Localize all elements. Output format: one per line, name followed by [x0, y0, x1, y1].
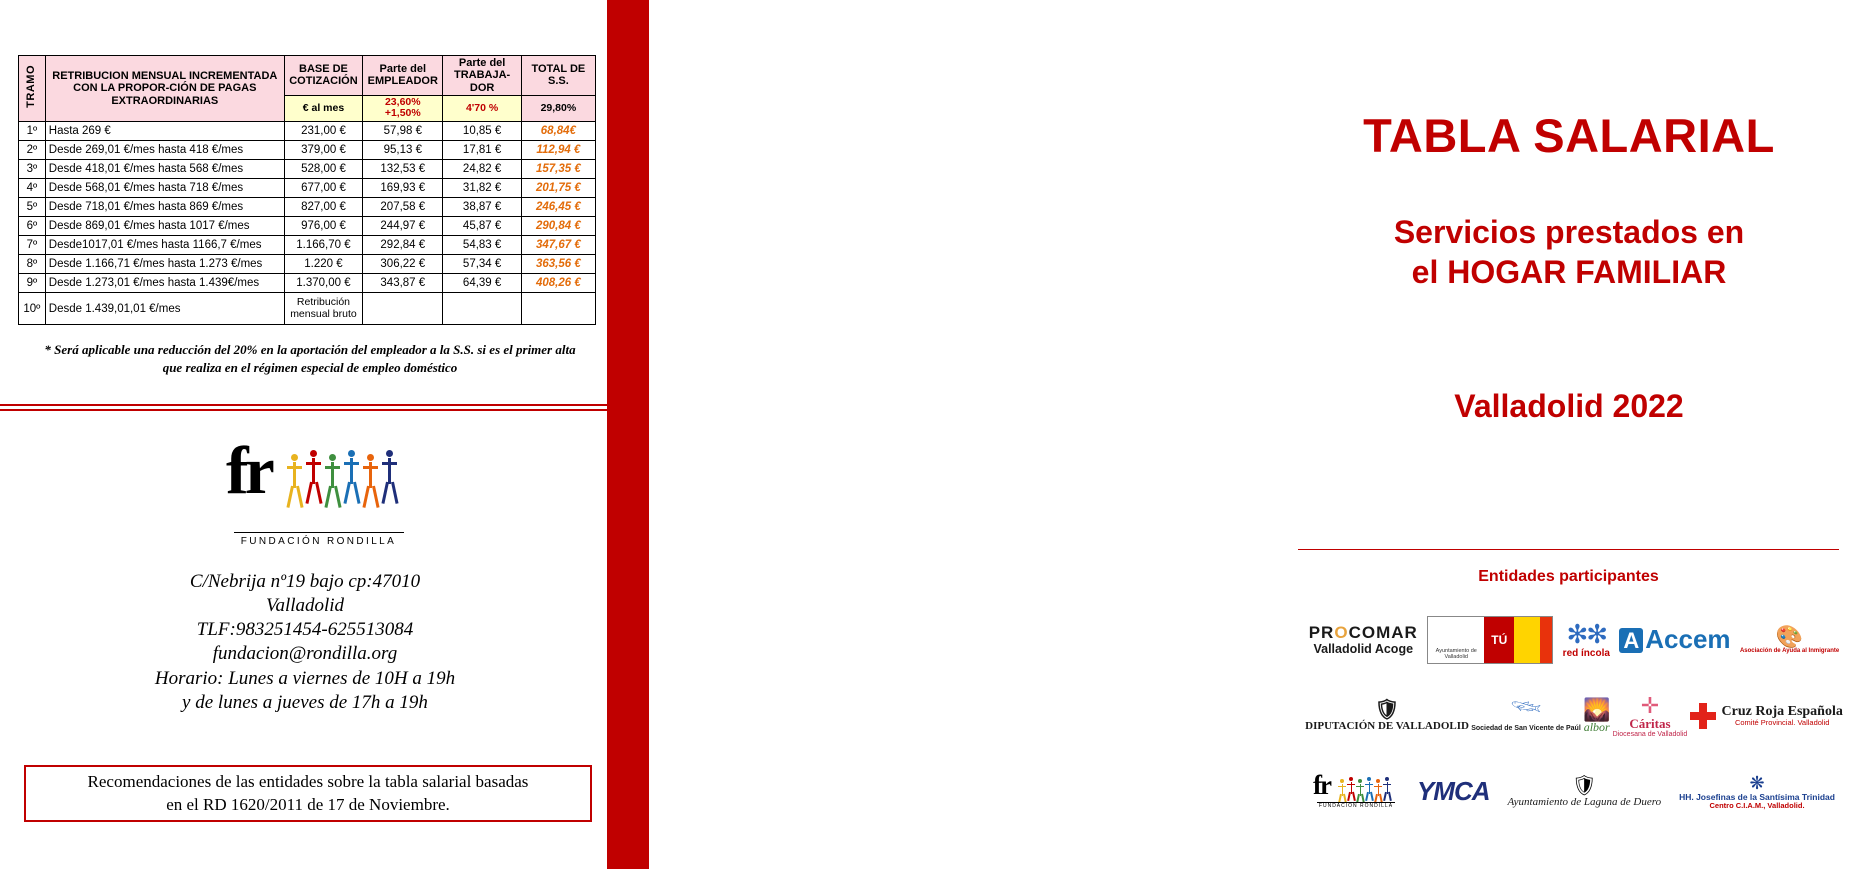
red-incola-mark-icon: ✻✻ — [1566, 618, 1607, 649]
cell-retribucion: Hasta 269 € — [45, 122, 284, 141]
header-base-cotizacion: BASE DE COTIZACIÓN — [284, 56, 362, 96]
procomar-comar: COMAR — [1348, 622, 1418, 642]
people-figures-small-icon — [1339, 777, 1397, 803]
subheader-empleador: 23,60% +1,50% — [363, 95, 443, 121]
subheader-total: 29,80% — [521, 95, 595, 121]
left-panel — [0, 0, 607, 869]
cell-base: 1.220 € — [284, 255, 362, 274]
person-figure-icon — [326, 454, 339, 510]
header-tramo: TRAMO — [19, 56, 46, 122]
cell-total — [521, 293, 595, 325]
table-header-row — [19, 56, 596, 96]
ayto-red-block — [1540, 617, 1552, 663]
logo-fundacion-rondilla-small — [1313, 771, 1399, 813]
entities-divider — [1298, 549, 1839, 550]
sun-landscape-icon: 🌄 — [1583, 697, 1611, 723]
cell-tramo: 3º — [19, 160, 46, 179]
cell-retribucion: Desde 1.439,01,01 €/mes — [45, 293, 284, 325]
accem-mark-icon: A — [1619, 628, 1643, 653]
table-row — [19, 236, 596, 255]
ayto-tu-badge: TÚ — [1484, 617, 1514, 663]
cell-empleador: 207,58 € — [363, 198, 443, 217]
person-figure-icon — [307, 450, 320, 506]
cell-empleador: 169,93 € — [363, 179, 443, 198]
city-year: Valladolid 2022 — [1454, 388, 1684, 424]
logo-cruz-roja — [1690, 703, 1843, 729]
cell-trabajador: 17,81 € — [443, 141, 521, 160]
person-figure-icon — [345, 450, 358, 506]
cell-empleador: 244,97 € — [363, 217, 443, 236]
cell-empleador: 343,87 € — [363, 274, 443, 293]
table-row — [19, 198, 596, 217]
fish-icon: 𓆝 — [1510, 698, 1542, 726]
logo-red-incola — [1562, 618, 1610, 660]
cell-tramo: 5º — [19, 198, 46, 217]
josefinas-globe-icon: ❋ — [1749, 773, 1765, 794]
recommendation-line-2: en el RD 1620/2011 de 17 de Noviembre. — [166, 794, 450, 814]
fundacion-rondilla-logo — [226, 432, 411, 547]
cell-total: 347,67 € — [521, 236, 595, 255]
header-retribucion: RETRIBUCION MENSUAL INCREMENTADA CON LA PROPOR-CIÓN DE PAGAS EXTRAORDINARIAS — [45, 56, 284, 122]
cell-tramo: 8º — [19, 255, 46, 274]
recommendation-line-1: Recomendaciones de las entidades sobre la tabla salarial basadas — [87, 772, 529, 792]
logo-rule — [234, 532, 404, 533]
cell-tramo: 9º — [19, 274, 46, 293]
procomar-o-icon: O — [1334, 622, 1349, 642]
laguna-label: Ayuntamiento de Laguna de Duero — [1507, 795, 1662, 808]
cell-base: 528,00 € — [284, 160, 362, 179]
ayto-valladolid-name: Ayuntamiento de Valladolid — [1428, 617, 1484, 663]
laguna-crest-icon: 🛡 — [1571, 774, 1597, 797]
person-figure-icon — [1348, 777, 1355, 801]
logo-hh-josefinas — [1679, 774, 1835, 810]
fundacion-rondilla-caption: FUNDACIÓN RONDILLA — [240, 536, 397, 547]
cell-retribucion: Desde 568,01 €/mes hasta 718 €/mes — [45, 179, 284, 198]
contact-city: Valladolid — [265, 595, 345, 617]
cell-retribucion: Desde 1.166,71 €/mes hasta 1.273 €/mes — [45, 255, 284, 274]
cell-total: 246,45 € — [521, 198, 595, 217]
accem-label: Accem — [1645, 624, 1731, 655]
cell-trabajador: 54,83 € — [443, 236, 521, 255]
person-figure-icon — [364, 454, 377, 510]
page-subtitle — [1299, 212, 1839, 292]
cell-base: 379,00 € — [284, 141, 362, 160]
josefinas-sub: Centro C.I.A.M., Valladolid. — [1709, 800, 1805, 810]
cell-total: 363,56 € — [521, 255, 595, 274]
logo-row-2 — [1304, 685, 1844, 747]
logo-caritas — [1613, 694, 1688, 738]
table-row — [19, 274, 596, 293]
cell-empleador: 95,13 € — [363, 141, 443, 160]
cell-empleador: 57,98 € — [363, 122, 443, 141]
logo-procomar — [1309, 624, 1418, 657]
fr-small-wordmark: fr — [1312, 770, 1330, 800]
person-figure-icon — [383, 450, 396, 506]
divider-line-top — [0, 404, 607, 406]
divider-line-bottom — [0, 409, 607, 411]
cell-tramo: 2º — [19, 141, 46, 160]
person-figure-icon — [1375, 779, 1382, 803]
cruz-roja-sub: Comité Provincial. Valladolid — [1734, 718, 1830, 728]
red-cross-icon — [1690, 703, 1716, 729]
inmigrante-art-icon: 🎨 — [1775, 624, 1804, 650]
people-figures-icon — [288, 450, 408, 512]
header-parte-trabajador: Parte del TRABAJA-DOR — [443, 56, 521, 96]
cell-empleador: 306,22 € — [363, 255, 443, 274]
cell-tramo: 1º — [19, 122, 46, 141]
table-row — [19, 255, 596, 274]
subheader-trabajador: 4'70 % — [443, 95, 521, 121]
diputacion-label: DIPUTACIÓN DE VALLADOLID — [1305, 719, 1469, 732]
person-figure-icon — [1339, 779, 1346, 803]
logo-albor — [1583, 698, 1610, 734]
cell-retribucion: Desde1017,01 €/mes hasta 1166,7 €/mes — [45, 236, 284, 255]
right-panel — [649, 0, 1843, 869]
subtitle-line-2: el HOGAR FAMILIAR — [1411, 254, 1727, 290]
josefinas-label: HH. Josefinas de la Santísima Trinidad — [1679, 792, 1835, 803]
table-row — [19, 179, 596, 198]
salary-table — [18, 55, 596, 325]
person-figure-icon — [1384, 777, 1391, 801]
entities-logos — [1304, 605, 1844, 840]
cell-retribucion: Desde 269,01 €/mes hasta 418 €/mes — [45, 141, 284, 160]
cell-base: 827,00 € — [284, 198, 362, 217]
logo-sociedad-san-vicente-paul — [1471, 700, 1581, 733]
cell-base: 1.370,00 € — [284, 274, 362, 293]
subheader-base: € al mes — [284, 95, 362, 121]
person-figure-icon — [1366, 777, 1373, 801]
recommendation-text — [88, 771, 529, 815]
cell-total: 157,35 € — [521, 160, 595, 179]
cell-empleador: 132,53 € — [363, 160, 443, 179]
cell-base: 231,00 € — [284, 122, 362, 141]
cell-retribucion: Desde 718,01 €/mes hasta 869 €/mes — [45, 198, 284, 217]
logo-ymca — [1417, 778, 1490, 805]
person-figure-icon — [288, 454, 301, 510]
red-incola-label: red íncola — [1562, 647, 1610, 659]
cell-retribucion: Desde 1.273,01 €/mes hasta 1.439€/mes — [45, 274, 284, 293]
cell-total: 408,26 € — [521, 274, 595, 293]
page-title: TABLA SALARIAL — [1363, 109, 1775, 162]
contact-email[interactable]: fundacion@rondilla.org — [212, 643, 398, 665]
table-row — [19, 217, 596, 236]
fr-wordmark: fr — [226, 432, 271, 508]
recommendation-box — [24, 765, 592, 822]
cruz-roja-label: Cruz Roja Española — [1721, 703, 1843, 719]
contact-hours-1: Horario: Lunes a viernes de 10H a 19h — [154, 667, 456, 689]
cell-retribucion: Desde 418,01 €/mes hasta 568 €/mes — [45, 160, 284, 179]
cell-empleador — [363, 293, 443, 325]
cell-total: 112,94 € — [521, 141, 595, 160]
contact-block — [60, 570, 550, 715]
logo-ayuntamiento-laguna-duero — [1508, 776, 1662, 809]
diputacion-crest-icon: 🛡 — [1374, 698, 1400, 721]
cell-base: 976,00 € — [284, 217, 362, 236]
table-footnote: * Será aplicable una reducción del 20% en la aportación del empleador a la S.S. si es el primer alta que realiza en el régimen especial de empleo doméstico — [44, 342, 576, 375]
cell-tramo: 6º — [19, 217, 46, 236]
contact-hours-2: y de lunes a jueves de 17h a 19h — [182, 691, 428, 713]
cell-base: 1.166,70 € — [284, 236, 362, 255]
inmigrante-label: Asociación de Ayuda al Inmigrante — [1739, 648, 1840, 655]
logo-diputacion-valladolid — [1305, 700, 1469, 733]
table-row — [19, 141, 596, 160]
contact-address: C/Nebrija nº19 bajo cp:47010 — [189, 571, 421, 592]
cell-trabajador: 24,82 € — [443, 160, 521, 179]
subtitle-line-1: Servicios prestados en — [1393, 214, 1745, 250]
salary-table-container — [18, 55, 596, 325]
cell-tramo: 7º — [19, 236, 46, 255]
ymca-label: YMCA — [1416, 776, 1490, 807]
logo-accem — [1619, 626, 1730, 653]
cell-trabajador: 45,87 € — [443, 217, 521, 236]
table-body — [19, 122, 596, 325]
cell-trabajador: 64,39 € — [443, 274, 521, 293]
person-figure-icon — [1357, 779, 1364, 803]
caritas-cross-icon: ✛ — [1640, 692, 1660, 718]
cell-trabajador: 10,85 € — [443, 122, 521, 141]
entities-title: Entidades participantes — [1478, 568, 1659, 585]
cell-total: 201,75 € — [521, 179, 595, 198]
cell-trabajador: 31,82 € — [443, 179, 521, 198]
albor-label: albor — [1583, 720, 1610, 735]
svp-label: Sociedad de San Vicente de Paúl — [1471, 724, 1581, 732]
procomar-pr: PR — [1308, 622, 1335, 642]
cell-trabajador — [443, 293, 521, 325]
cell-trabajador: 57,34 € — [443, 255, 521, 274]
cell-total: 68,84€ — [521, 122, 595, 141]
header-total-ss: TOTAL DE S.S. — [521, 56, 595, 96]
fr-small-caption: FUNDACIÓN RONDILLA — [1318, 803, 1394, 809]
cell-base: 677,00 € — [284, 179, 362, 198]
cell-empleador: 292,84 € — [363, 236, 443, 255]
table-row — [19, 293, 596, 325]
procomar-sub: Valladolid Acoge — [1313, 642, 1414, 657]
table-row — [19, 122, 596, 141]
logo-ayuntamiento-valladolid — [1427, 616, 1553, 664]
cell-retribucion: Desde 869,01 €/mes hasta 1017 €/mes — [45, 217, 284, 236]
red-vertical-divider — [607, 0, 649, 869]
logo-asociacion-ayuda-inmigrante — [1740, 625, 1839, 654]
contact-phone: TLF:983251454-625513084 — [196, 619, 414, 641]
logo-row-3 — [1304, 757, 1844, 827]
cell-tramo: 10º — [19, 293, 46, 325]
logo-row-1 — [1304, 605, 1844, 675]
caritas-sub: Diocesana de Valladolid — [1612, 730, 1688, 738]
cell-tramo: 4º — [19, 179, 46, 198]
cell-total: 290,84 € — [521, 217, 595, 236]
ayto-yellow-block — [1514, 617, 1540, 663]
caritas-label: Cáritas — [1629, 716, 1671, 732]
table-row — [19, 160, 596, 179]
cell-trabajador: 38,87 € — [443, 198, 521, 217]
header-parte-empleador: Parte del EMPLEADOR — [363, 56, 443, 96]
cell-base: Retribución mensual bruto — [284, 293, 362, 325]
